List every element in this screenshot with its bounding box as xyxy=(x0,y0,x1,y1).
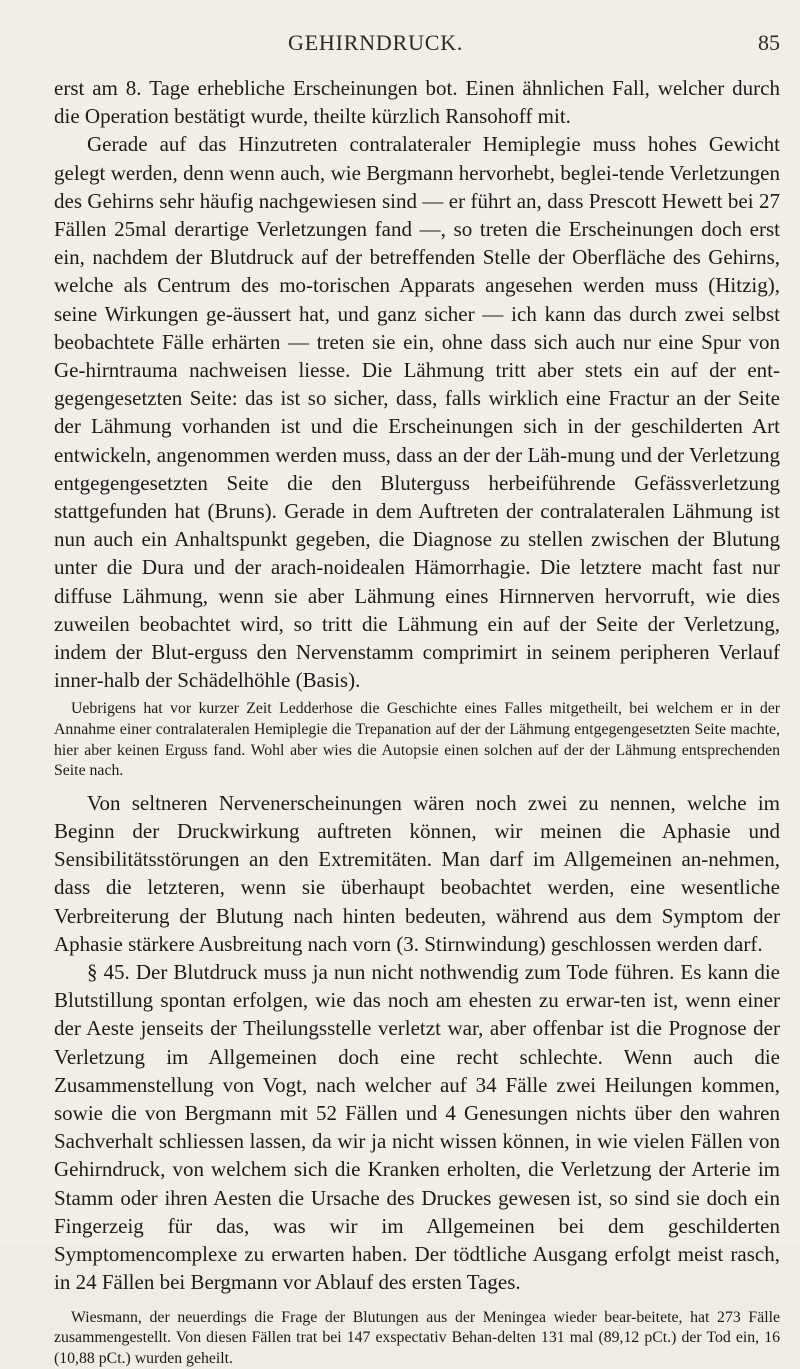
page-header xyxy=(54,30,780,74)
paragraph-continuation: erst am 8. Tage erhebliche Erscheinungen bot. Einen ähnlichen Fall, welcher durch die Operation bestätigt wurde, theilte kürzlich Ransohoff mit. xyxy=(54,74,780,130)
paragraph-hemiplegie: Gerade auf das Hinzutreten contralateraler Hemiplegie muss hohes Gewicht gelegt werden, denn wenn auch, wie Bergmann hervorhebt, beglei-tende Verletzungen des Gehirns sehr häufig nachgewiesen sind — er führt an, dass Prescott Hewett bei 27 Fällen 25mal derartige Verletzungen fand —, so treten die Erscheinungen doch erst ein, nachdem der Blutdruck auf der betreffenden Stelle der Oberfläche des Gehirns, welche als Centrum des mo-torischen Apparats angesehen werden muss (Hitzig), seine Wirkungen ge-äussert hat, und ganz sicher — ich kann das durch zwei selbst beobachtete Fälle erhärten — treten sie ein, ohne dass sich auch nur eine Spur von Ge-hirntrauma nachweisen liesse. Die Lähmung tritt aber stets ein auf der ent-gegengesetzten Seite: das ist so sicher, dass, falls wirklich eine Fractur an der Seite der Lähmung vorhanden ist und die Erscheinungen sich in der geschilderten Art entwickeln, angenommen werden muss, dass an der der Läh-mung und der Verletzung entgegengesetzten Seite die den Bluterguss herbeiführende Gefässverletzung stattgefunden hat (Bruns). Gerade in dem Auftreten der contralateralen Lähmung ist nun auch ein Anhaltspunkt gegeben, die Diagnose zu stellen zwischen der Blutung unter die Dura und der arach-noidealen Hämorrhagie. Die letztere macht fast nur diffuse Lähmung, wenn sie aber Lähmung eines Hirnnerven hervorruft, wie dies zuweilen beobachtet wird, so tritt die Lähmung ein auf der Seite der Verletzung, indem der Blut-erguss den Nervenstamm comprimirt in seinem peripheren Verlauf inner-halb der Schädelhöhle (Basis). xyxy=(54,130,780,694)
paragraph-section-45: § 45. Der Blutdruck muss ja nun nicht nothwendig zum Tode führen. Es kann die Blutstillung spontan erfolgen, wie das noch am ehesten zu erwar-ten ist, wenn einer der Aeste jenseits der Theilungsstelle verletzt war, aber offenbar ist die Prognose der Verletzung im Allgemeinen doch eine recht schlechte. Wenn auch die Zusammenstellung von Vogt, nach welcher auf 34 Fälle zwei Heilungen kommen, sowie die von Bergmann mit 52 Fällen und 4 Genesungen nichts über den wahren Sachverhalt schliessen lassen, da wir ja nicht wissen können, in wie vielen Fällen von Gehirndruck, von welchem sich die Kranken erholten, die Verletzung der Arterie im Stamm oder ihren Aesten die Ursache des Druckes gewesen ist, so sind sie doch ein Fingerzeig für das, was wir im Allgemeinen bei dem geschilderten Symptomencomplexe zu erwarten haben. Der tödtliche Ausgang erfolgt meist rasch, in 24 Fällen bei Bergmann vor Ablauf des ersten Tages. xyxy=(54,958,780,1296)
running-title: GEHIRNDRUCK. xyxy=(288,30,463,56)
page-body xyxy=(54,74,780,1369)
paragraph-nervenerscheinungen: Von seltneren Nervenerscheinungen wären noch zwei zu nennen, welche im Beginn der Druckwirkung auftreten können, wir meinen die Aphasie und Sensibilitätsstörungen an den Extremitäten. Man darf im Allgemeinen an-nehmen, dass die letzteren, wenn sie überhaupt beobachtet werden, eine wesentliche Verbreiterung der Blutung nach hinten bedeuten, während aus dem Symptom der Aphasie stärkere Ausbreitung nach vorn (3. Stirnwindung) geschlossen werden darf. xyxy=(54,789,780,958)
footnote-ledderhose: Uebrigens hat vor kurzer Zeit Ledderhose die Geschichte eines Falles mitgetheilt, bei welchem er in der Annahme einer contralateralen Hemiplegie die Trepanation auf der der Lähmung entgegengesetzten Seite machte, hier aber keinen Erguss fand. Wohl aber wies die Autopsie einen solchen auf der der Lähmung entsprechenden Seite nach. xyxy=(54,699,780,781)
page-number: 85 xyxy=(758,30,780,56)
footnote-wiesmann: Wiesmann, der neuerdings die Frage der Blutungen aus der Meningea wieder bear-beitete, hat 273 Fälle zusammengestellt. Von diesen Fällen trat bei 147 exspectativ Behan-delten 131 mal (89,12 pCt.) der Tod ein, 16 (10,88 pCt.) wurden geheilt. xyxy=(54,1308,780,1369)
